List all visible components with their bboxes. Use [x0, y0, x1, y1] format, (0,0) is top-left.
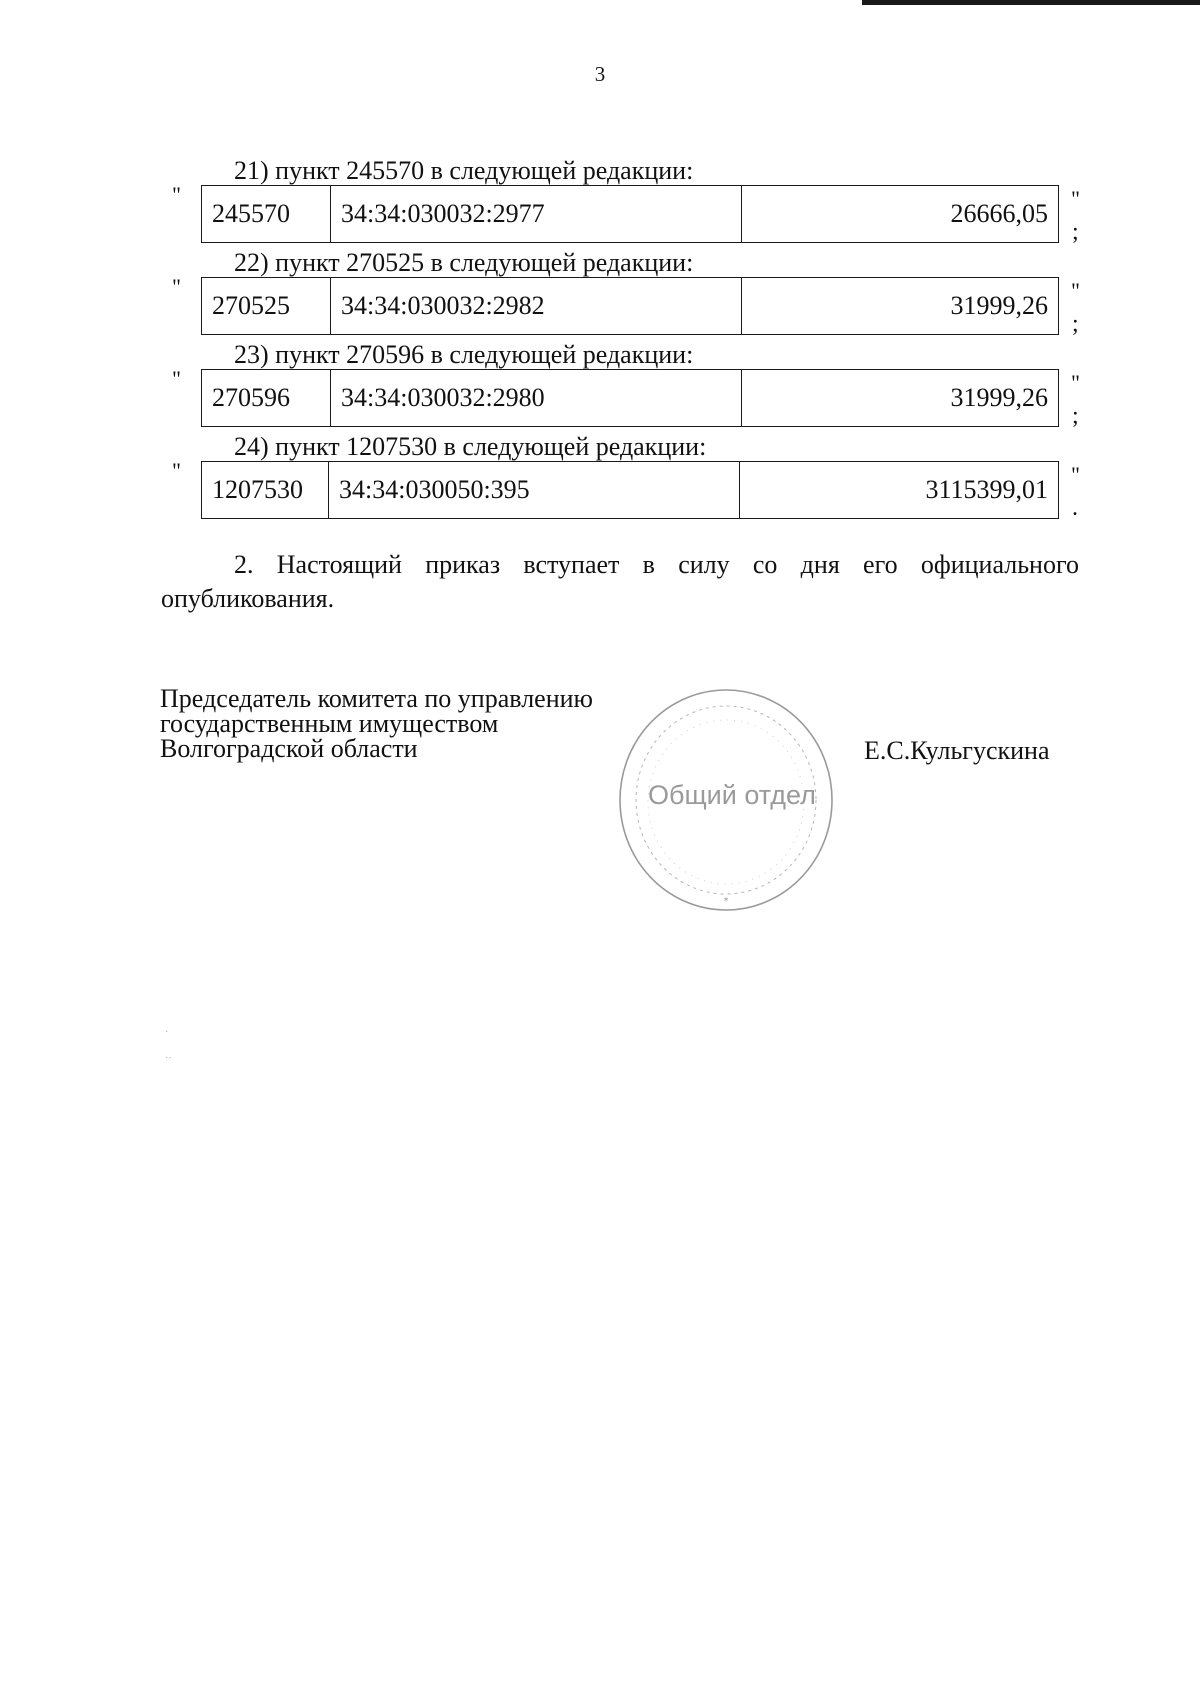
item-number-cell: 270596: [202, 370, 331, 427]
table-row: [202, 278, 1059, 335]
item-number-cell: 1207530: [202, 462, 329, 519]
amendment-table: [201, 461, 1059, 519]
end-punctuation: ;: [1072, 403, 1079, 429]
cadastral-number-cell: 34:34:030032:2977: [331, 186, 742, 243]
value-cell: 3115399,01: [740, 462, 1059, 519]
stamp-label: Общий отдел: [648, 780, 816, 810]
opening-quote: ": [172, 274, 181, 299]
signer-title-line: Волгоградской области: [160, 734, 418, 763]
value-cell: 26666,05: [742, 186, 1059, 243]
closing-quote: ": [1071, 186, 1080, 211]
cadastral-number-cell: 34:34:030032:2980: [331, 370, 742, 427]
signer-title-line: государственным имуществом: [160, 709, 499, 738]
closing-quote: ": [1071, 462, 1080, 487]
opening-quote: ": [172, 458, 181, 483]
signer-name: Е.С.Кульгускина: [864, 736, 1050, 765]
effective-date-paragraph: 2. Настоящий приказ вступает в силу со дня его официального опубликования.: [161, 550, 1079, 613]
opening-quote: ": [172, 366, 181, 391]
end-punctuation: ;: [1072, 219, 1079, 245]
item-number-cell: 270525: [202, 278, 331, 335]
signer-title-line: Председатель комитета по управлению: [160, 684, 593, 713]
cadastral-number-cell: 34:34:030032:2982: [331, 278, 742, 335]
end-punctuation: ;: [1072, 311, 1079, 337]
item-heading: 24) пункт 1207530 в следующей редакции:: [234, 432, 707, 461]
value-cell: 31999,26: [742, 278, 1059, 335]
table-row: [202, 462, 1059, 519]
amendment-table: [201, 185, 1059, 243]
item-heading: 23) пункт 270596 в следующей редакции:: [234, 340, 694, 369]
end-punctuation: .: [1072, 495, 1078, 521]
table-row: [202, 370, 1059, 427]
svg-text:*: *: [723, 896, 729, 907]
closing-quote: ": [1071, 278, 1080, 303]
table-row: [202, 186, 1059, 243]
amendment-table: [201, 277, 1059, 335]
top-edge-line: [862, 0, 1200, 5]
item-number-cell: 245570: [202, 186, 331, 243]
scan-specks: ⋅ ⋅⋅: [165, 1027, 172, 1064]
opening-quote: ": [172, 182, 181, 207]
amendment-table: [201, 369, 1059, 427]
value-cell: 31999,26: [742, 370, 1059, 427]
closing-quote: ": [1071, 370, 1080, 395]
item-heading: 22) пункт 270525 в следующей редакции:: [234, 248, 694, 277]
page-number: 3: [594, 62, 606, 86]
cadastral-number-cell: 34:34:030050:395: [329, 462, 740, 519]
item-heading: 21) пункт 245570 в следующей редакции:: [234, 156, 694, 185]
signer-title: [160, 686, 593, 761]
